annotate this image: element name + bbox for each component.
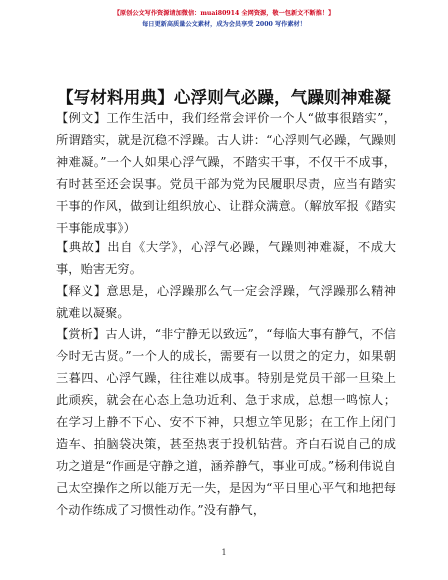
paragraph-interpretation: 【释义】意思是，心浮躁那么气一定会浮躁，气浮躁那么精神就难以凝聚。	[56, 284, 396, 320]
paragraph-appreciation: 【赏析】古人讲，“非宁静无以致远”，“每临大事有静气，不信今时无古贤。”一个人的成长，需要有一以贯之的定力，如果朝三暮四、心浮气躁，往往难以成事。特别是党员干部一旦染上此顽疾，就会在心态上急功近利、急于求成，总想一鸣惊人；在学习上静不下心、安不下神，只想立竿见影；在工作上闭门造车、拍脑袋决策，甚至热衷于投机钻营。齐白石说自己的成功之道是“作画是守静之道，涵养静气，事业可成。”杨利伟说自己太空操作之所以能万无一失，是因为“平日里心平气和地把每个动作练成了习惯性动作。”没有静气，	[56, 327, 396, 517]
document-title: 【写材料用典】心浮则气必躁，气躁则神难凝	[57, 88, 391, 107]
page-number: 1	[221, 548, 227, 557]
paragraph-allusion: 【典故】出自《大学》，心浮气必躁，气躁则神难凝，不成大事，贻害无穷。	[56, 240, 396, 276]
paragraph-example: 【例文】工作生活中，我们经常会评价一个人“做事很踏实”，所谓踏实，就是沉稳不浮躁。古人讲：“心浮则气必躁，气躁则神难凝。”一个人如果心浮气躁，不踏实干事，不仅干不成事，有时甚至还会误事。党员干部为党为民履职尽责，应当有踏实干事的作风，做到让组织放心、让群众满意。（解放军报《踏实干事能成事》）	[56, 111, 396, 235]
header-ad-line-2: 每日更新高质量公文素材，成为会员享受 2000 写作素材！	[142, 21, 306, 28]
header-ad-line-1: 【原创公文写作资源请加微信：muai80914 全网资源，敬一包新文不断推！】	[113, 10, 335, 17]
